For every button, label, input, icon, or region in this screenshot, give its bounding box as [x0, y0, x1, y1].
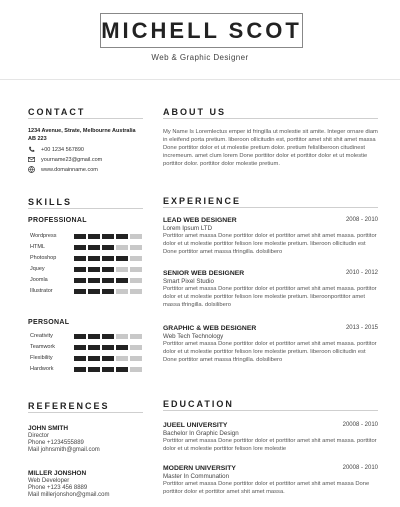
skill-bar-filled: [116, 234, 128, 239]
experience-heading: EXPERIENCE: [163, 196, 242, 206]
degree: Master In Communation: [163, 473, 230, 480]
skill-name: HTML: [30, 244, 45, 250]
skill-bar-filled: [74, 245, 86, 250]
reference-name: MILLER JONSHON: [28, 470, 87, 477]
job-company: Smart Pixel Studio: [163, 278, 214, 285]
skill-bar-filled: [102, 367, 114, 372]
skill-bar-filled: [74, 334, 86, 339]
reference-name: JOHN SMITH: [28, 425, 69, 432]
skill-row: [30, 233, 145, 240]
skill-name: Illustrator: [30, 288, 53, 294]
skill-bar-filled: [88, 267, 100, 272]
about-text: My Name Is Loremlectus emper id fringilla ut molestie sit amite. Integer ornare diam in eleifend porta pretium. liberoon ollicitudin est, porttitor amet shit shit amet massa Done porttitor dolor et ut molestie pretium dolor. pretium felisliberoon citudinest incremeum. amet clum lorem Done porttitor dolor et porttitor dolor et ut molestie porttitor dolor. porttitor dolor molestie pretium.: [163, 129, 378, 167]
skill-level-bar: [74, 289, 144, 294]
skill-row: [30, 266, 145, 273]
skill-bar-filled: [74, 356, 86, 361]
skill-name: Jquey: [30, 266, 45, 272]
job-company: Lorem Ipsum LTD: [163, 225, 213, 232]
skill-bar-filled: [88, 356, 100, 361]
job-title: GRAPHIC & WEB DESIGNER: [163, 325, 257, 332]
skill-bar-empty: [130, 289, 142, 294]
references-divider: [28, 412, 143, 413]
skill-bar-filled: [88, 289, 100, 294]
education-divider: [163, 410, 378, 411]
skill-level-bar: [74, 356, 144, 361]
skill-bar-empty: [130, 234, 142, 239]
skill-bar-empty: [116, 356, 128, 361]
skill-bar-filled: [74, 256, 86, 261]
skill-bar-empty: [130, 334, 142, 339]
about-divider: [163, 118, 378, 119]
skill-bar-filled: [116, 367, 128, 372]
skill-row: [30, 344, 145, 351]
skill-row: [30, 277, 145, 284]
references-heading: REFERENCES: [28, 401, 110, 411]
header-divider: [0, 79, 400, 80]
reference-role: Web Developer: [28, 478, 70, 484]
skill-bar-filled: [88, 245, 100, 250]
skill-level-bar: [74, 278, 144, 283]
skill-bar-filled: [74, 278, 86, 283]
reference-mail[interactable]: Mail millerjonshon@gmail.com: [28, 492, 110, 498]
skills-divider: [28, 208, 143, 209]
contact-divider: [28, 118, 143, 119]
skill-bar-empty: [116, 334, 128, 339]
skill-name: Joomla: [30, 277, 48, 283]
degree: Bachelor In Graphic Design: [163, 430, 239, 437]
skill-level-bar: [74, 367, 144, 372]
school-name: MODERN UNIVERSITY: [163, 465, 236, 472]
skill-bar-filled: [116, 278, 128, 283]
skill-name: Teamwork: [30, 344, 56, 350]
skill-bar-empty: [116, 245, 128, 250]
skill-bar-filled: [116, 345, 128, 350]
mail-icon: [28, 156, 35, 163]
skill-row: [30, 333, 145, 340]
education-dates: 20008 - 2010: [342, 465, 378, 471]
contact-heading: CONTACT: [28, 107, 86, 117]
education-description: Porttitor amet massa Done porttitor dolor et porttitor amet shit amet massa. porttitor dolor et ut molestie porttitor felison lore molestie: [163, 438, 377, 452]
reference-item: [28, 425, 143, 454]
skill-bar-filled: [74, 345, 86, 350]
professional-skills-heading: PROFESSIONAL: [28, 217, 87, 224]
contact-address: 1234 Avenue, Strate, Melbourne Australia AB 223: [28, 128, 136, 142]
globe-icon: [28, 166, 35, 173]
experience-item: [163, 217, 378, 256]
phone-icon: [28, 146, 35, 153]
skill-level-bar: [74, 234, 144, 239]
education-heading: EDUCATION: [163, 399, 234, 409]
skill-bar-empty: [130, 345, 142, 350]
skill-level-bar: [74, 256, 144, 261]
skill-bar-filled: [74, 289, 86, 294]
education-item: [163, 465, 378, 497]
contact-email[interactable]: yourname23@gmail.com: [41, 156, 103, 163]
skill-name: Wordpress: [30, 233, 57, 239]
skill-bar-filled: [102, 334, 114, 339]
skill-level-bar: [74, 267, 144, 272]
skill-bar-filled: [102, 356, 114, 361]
skill-bar-empty: [130, 256, 142, 261]
skill-bar-filled: [74, 367, 86, 372]
skill-name: Hardwork: [30, 366, 54, 372]
skill-bar-empty: [130, 367, 142, 372]
skill-bar-empty: [116, 267, 128, 272]
education-item: [163, 422, 378, 454]
skill-bar-empty: [130, 245, 142, 250]
skill-row: [30, 255, 145, 262]
skill-level-bar: [74, 345, 144, 350]
skill-bar-empty: [116, 289, 128, 294]
job-description: Porttitor amet massa Done porttitor dolor et porttitor amet shit amet massa. porttitor dolor et ut molestie porttitor felison lore molestie pretium. liberoon ollicitudin est Done porttitor amet massa tfringilla. dolsilibero: [163, 341, 377, 363]
skills-heading: SKILLS: [28, 197, 73, 207]
experience-item: [163, 270, 378, 309]
job-title-subtitle: Web & Graphic Designer: [151, 53, 249, 62]
skill-row: [30, 288, 145, 295]
job-description: Porttitor amet massa Done porttitor dolor et porttitor amet shit amet massa. porttitor dolor et ut molestie porttitor felison lore molestie pretium. liberoon ollicitudin est Done porttitor amet massa tfringilla. dolsilibero: [163, 233, 377, 255]
reference-phone: Phone +123 456 8889: [28, 485, 88, 491]
skill-bar-filled: [88, 278, 100, 283]
reference-phone: Phone +1234555889: [28, 440, 84, 446]
job-title: SENIOR WEB DESIGNER: [163, 270, 245, 277]
skill-bar-empty: [130, 278, 142, 283]
skill-name: Photoshop: [30, 255, 57, 261]
contact-website[interactable]: www.domainname.com: [41, 166, 98, 173]
skill-bar-filled: [102, 267, 114, 272]
about-heading: ABOUT US: [163, 107, 226, 117]
skill-row: [30, 355, 145, 362]
job-dates: 2010 - 2012: [345, 270, 378, 276]
skill-bar-empty: [130, 356, 142, 361]
skill-bar-filled: [116, 256, 128, 261]
skill-bar-filled: [102, 289, 114, 294]
skill-bar-filled: [74, 234, 86, 239]
skill-bar-filled: [88, 367, 100, 372]
contact-email-row: [28, 156, 102, 163]
school-name: JUEEL UNIVERSITY: [163, 422, 228, 429]
skill-bar-filled: [88, 334, 100, 339]
experience-divider: [163, 207, 378, 208]
job-description: Porttitor amet massa Done porttitor dolor et porttitor amet shit amet massa. porttitor dolor et ut molestie porttitor felison lore molestie pretium. liberoonporttitor amet massa tfringilla. dolsilibero: [163, 286, 377, 308]
contact-phone-row: [28, 146, 84, 153]
skill-bar-empty: [130, 267, 142, 272]
job-title: LEAD WEB DESIGNER: [163, 217, 237, 224]
skill-level-bar: [74, 334, 144, 339]
education-dates: 20008 - 2010: [342, 422, 378, 428]
job-company: Web Tech Technology: [163, 333, 224, 340]
person-name: MICHELL SCOT: [101, 17, 302, 43]
skill-bar-filled: [74, 267, 86, 272]
skill-bar-filled: [88, 234, 100, 239]
skill-name: Flexibility: [30, 355, 53, 361]
personal-skills-heading: PERSONAL: [28, 319, 70, 326]
skill-row: [30, 244, 145, 251]
skill-level-bar: [74, 245, 144, 250]
contact-website-row: [28, 166, 98, 173]
skill-bar-filled: [102, 278, 114, 283]
skill-bar-filled: [88, 256, 100, 261]
education-description: Porttitor amet massa Done porttitor dolor et porttitor amet shit amet massa Done porttitor dolor et porttitor amet shit amet massa.: [163, 481, 370, 495]
skill-name: Creativity: [30, 333, 53, 339]
job-dates: 2008 - 2010: [345, 217, 378, 223]
job-dates: 2013 - 2015: [345, 325, 378, 331]
skill-bar-filled: [102, 345, 114, 350]
skill-bar-filled: [88, 345, 100, 350]
reference-role: Director: [28, 433, 50, 439]
skill-bar-filled: [102, 234, 114, 239]
contact-phone: +00 1234 567890: [41, 146, 84, 153]
skill-row: [30, 366, 145, 373]
skill-bar-filled: [102, 256, 114, 261]
reference-mail[interactable]: Mail johnsmith@gmail.com: [28, 447, 100, 453]
name-box: [100, 13, 303, 48]
skill-bar-filled: [102, 245, 114, 250]
reference-item: [28, 470, 143, 499]
experience-item: [163, 325, 378, 364]
